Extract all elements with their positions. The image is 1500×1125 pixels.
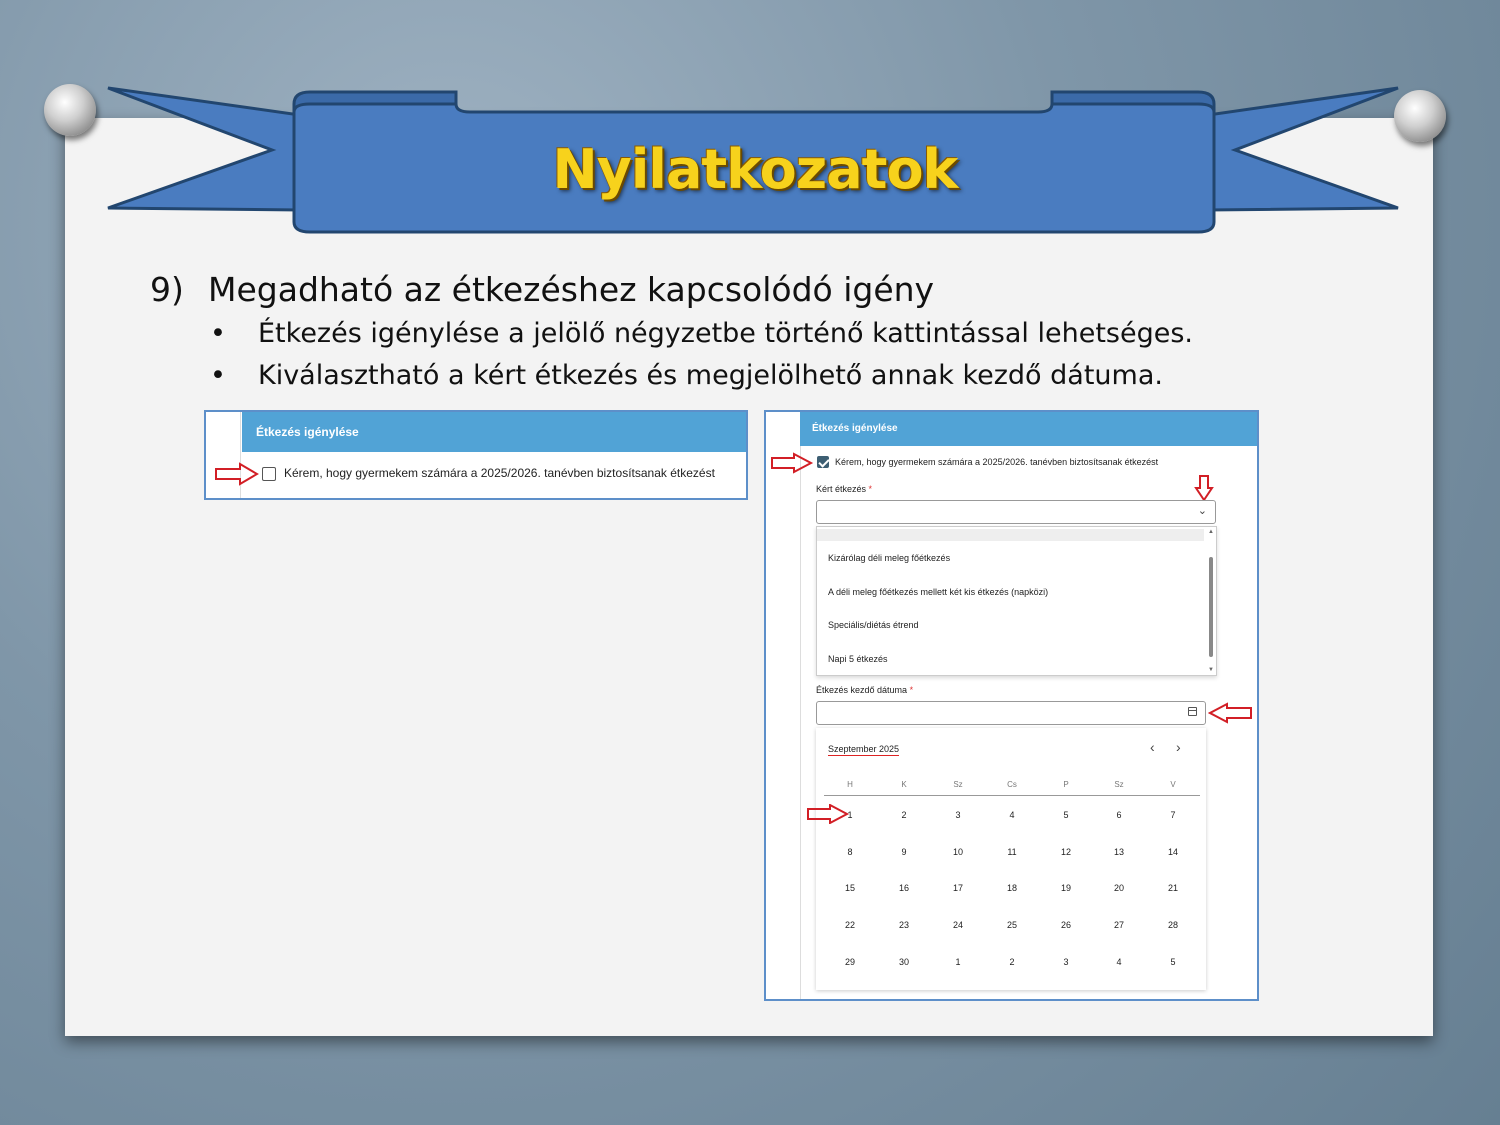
prev-month-icon[interactable]: ‹ [1150, 739, 1155, 755]
required-mark: * [909, 685, 914, 695]
calendar-day[interactable]: 2 [1009, 956, 1015, 967]
calendar-day[interactable]: 27 [1113, 920, 1124, 931]
meal-type-dropdown [816, 526, 1217, 676]
weekday-label: Sz [953, 780, 963, 789]
calendar-day[interactable]: 25 [1006, 920, 1017, 931]
weekday-label: V [1170, 780, 1176, 789]
pointer-arrow-right-icon [770, 452, 814, 474]
item-text: Megadható az étkezéshez kapcsolódó igény [208, 270, 935, 309]
meal-type-label [816, 484, 872, 494]
pointer-arrow-right-icon [806, 804, 850, 824]
calendar-day[interactable]: 12 [1060, 846, 1071, 857]
item-number: 9) [150, 270, 184, 309]
calendar-day[interactable]: 30 [898, 956, 909, 967]
ribbon-banner [0, 0, 1500, 260]
calendar-day[interactable]: 5 [1063, 810, 1069, 820]
start-date-label [816, 685, 913, 695]
slide-title: Nyilatkozatok [552, 138, 958, 201]
weekday-label: P [1063, 780, 1069, 789]
calendar-day[interactable]: 18 [1006, 883, 1017, 894]
panel-header: Étkezés igénylése [800, 412, 1257, 446]
calendar-day[interactable]: 14 [1167, 846, 1178, 857]
item-heading [150, 270, 934, 309]
meal-option-3[interactable]: Speciális/diétás étrend [828, 620, 919, 630]
weekday-label: K [901, 780, 907, 789]
meal-option-2[interactable]: A déli meleg főétkezés mellett két kis étkezés (napközi) [828, 587, 1049, 597]
meal-request-label: Kérem, hogy gyermekem számára a 2025/2026. tanévben biztosítsanak étkezést [835, 457, 1159, 467]
weekday-label: H [847, 780, 853, 789]
calendar-day[interactable]: 13 [1113, 846, 1124, 857]
meal-type-label-text: Kért étkezés [816, 484, 867, 494]
calendar-day[interactable]: 22 [844, 920, 855, 931]
dropdown-scrollbar[interactable] [1209, 557, 1213, 657]
calendar-divider [824, 795, 1200, 796]
date-picker [816, 728, 1206, 990]
calendar-day[interactable]: 3 [1063, 956, 1069, 967]
calendar-day[interactable]: 10 [952, 846, 963, 857]
scroll-down-icon[interactable]: ▼ [1208, 667, 1214, 673]
calendar-day[interactable]: 19 [1060, 883, 1071, 894]
calendar-month[interactable]: Szeptember 2025 [828, 744, 900, 754]
calendar-day[interactable]: 1 [847, 810, 853, 820]
calendar-day[interactable]: 4 [1009, 810, 1015, 820]
calendar-day[interactable]: 6 [1116, 810, 1122, 820]
weekday-label: Sz [1114, 780, 1124, 789]
scroll-up-icon[interactable]: ▲ [1208, 529, 1214, 535]
meal-request-checkbox[interactable] [817, 456, 829, 468]
start-date-input[interactable] [816, 701, 1206, 725]
calendar-day[interactable]: 23 [898, 920, 909, 931]
calendar-day[interactable]: 11 [1007, 846, 1017, 857]
required-mark: * [868, 484, 873, 494]
pointer-arrow-down-icon [1194, 474, 1214, 502]
bullet-2-text: Kiválasztható a kért étkezés és megjelölhető annak kezdő dátuma. [258, 360, 1163, 391]
pointer-arrow-left-icon [1208, 702, 1254, 724]
panel-header: Étkezés igénylése [242, 412, 746, 452]
calendar-day[interactable]: 1 [955, 956, 961, 967]
calendar-day[interactable]: 3 [955, 810, 961, 820]
calendar-day[interactable]: 21 [1167, 883, 1178, 894]
calendar-day[interactable]: 26 [1060, 920, 1071, 931]
start-date-label-text: Étkezés kezdő dátuma [816, 685, 908, 695]
meal-request-checkbox[interactable] [262, 467, 276, 481]
chevron-down-icon[interactable]: ⌄ [1197, 505, 1207, 517]
bullet-1-text: Étkezés igénylése a jelölő négyzetbe történő kattintással lehetséges. [258, 318, 1193, 349]
screenshot-panel-unchecked [204, 410, 748, 500]
calendar-day[interactable]: 2 [901, 810, 907, 820]
calendar-day[interactable]: 7 [1170, 810, 1176, 820]
calendar-day[interactable]: 4 [1116, 956, 1122, 967]
next-month-icon[interactable]: › [1176, 739, 1181, 755]
dropdown-empty-option[interactable] [817, 529, 1204, 541]
calendar-day[interactable]: 5 [1170, 956, 1176, 967]
bullet-2 [210, 360, 1163, 391]
screenshot-panel-checked [764, 410, 1259, 1001]
panel-side-strip [800, 446, 801, 999]
calendar-day[interactable]: 16 [898, 883, 909, 894]
meal-type-select[interactable] [816, 500, 1216, 524]
weekday-label: Cs [1007, 780, 1017, 789]
meal-option-4[interactable]: Napi 5 étkezés [828, 654, 888, 664]
bullet-dot-icon: • [210, 318, 226, 349]
calendar-day[interactable]: 24 [952, 920, 963, 931]
meal-request-label: Kérem, hogy gyermekem számára a 2025/2026. tanévben biztosítsanak étkezést [284, 466, 715, 480]
calendar-day[interactable]: 29 [844, 956, 855, 967]
calendar-day[interactable]: 20 [1113, 883, 1124, 894]
calendar-icon[interactable] [1188, 707, 1197, 716]
calendar-day[interactable]: 8 [847, 846, 853, 857]
calendar-day[interactable]: 15 [844, 883, 855, 894]
pointer-arrow-right-icon [214, 462, 260, 486]
calendar-day[interactable]: 17 [952, 883, 963, 894]
bullet-1 [210, 318, 1193, 349]
calendar-day[interactable]: 28 [1167, 920, 1178, 931]
calendar-day[interactable]: 9 [901, 846, 907, 857]
meal-option-1[interactable]: Kizárólag déli meleg főétkezés [828, 553, 951, 563]
bullet-dot-icon: • [210, 360, 226, 391]
